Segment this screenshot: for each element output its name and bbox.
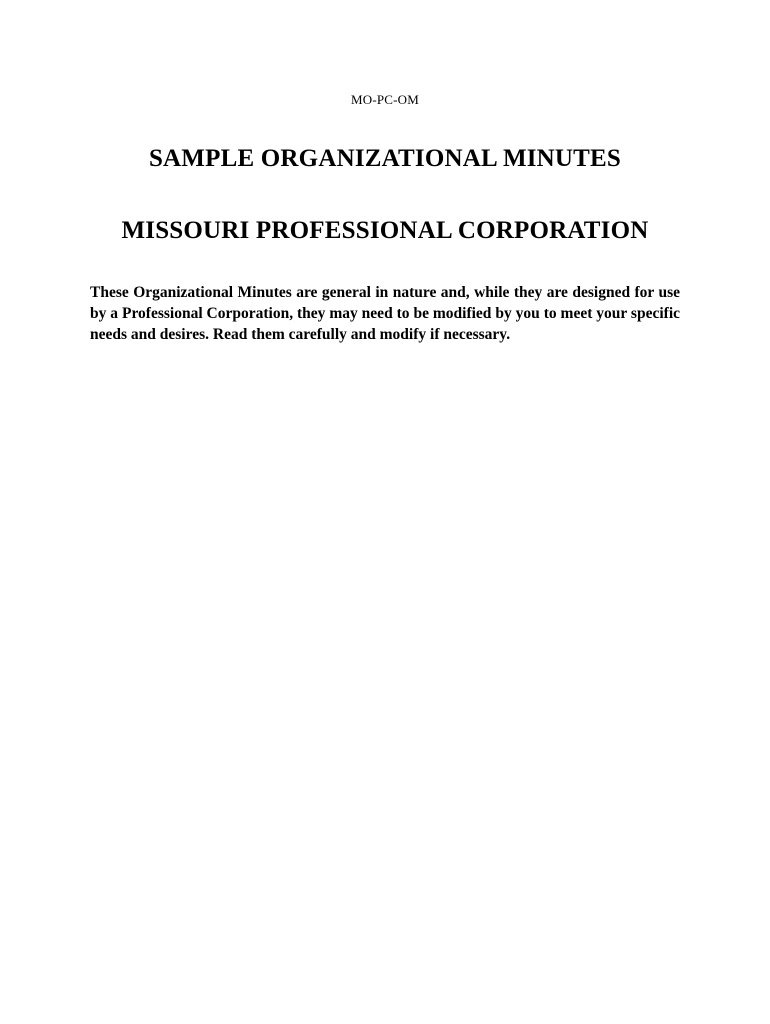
page-subtitle: MISSOURI PROFESSIONAL CORPORATION	[121, 217, 649, 244]
document-code: MO-PC-OM	[350, 92, 420, 107]
document-title-block	[90, 144, 680, 246]
page-title: SAMPLE ORGANIZATIONAL MINUTES	[148, 145, 622, 172]
intro-paragraph: These Organizational Minutes are general in nature and, while they are designed for use by a Professional Corporation, they may need to be modified by you to meet your specific needs and desires. Read them carefully and modify if necessary.	[90, 284, 680, 343]
